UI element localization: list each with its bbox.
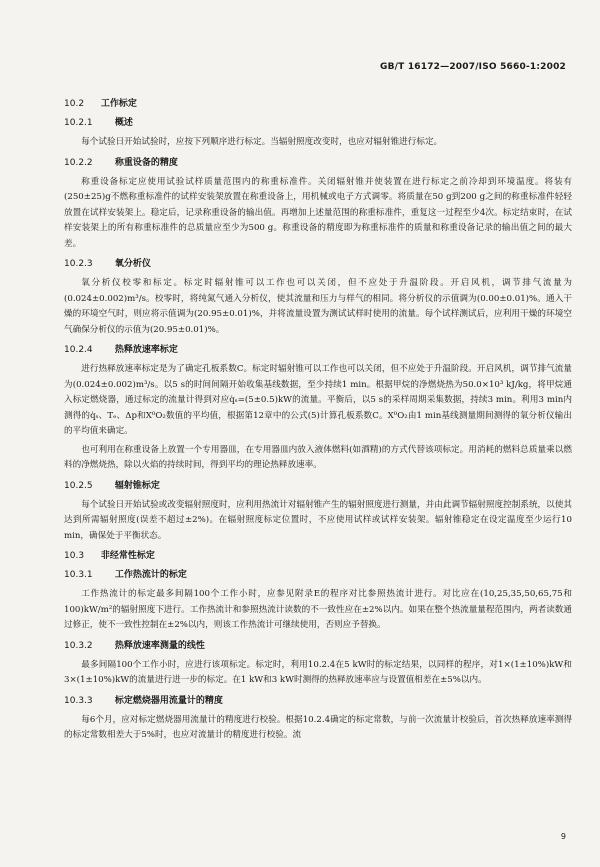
paragraph: 最多间隔100个工作小时，应进行该项标定。标定时，利用10.2.4在5 kW时的标定结果，以同样的程序，对1×(1±10%)kW和3×(1±10%)kW的流量进行进一步的标定。在1 kW和3 kW时测得的热释放速率应与设置值相差在±5%以内。: [64, 659, 572, 685]
section-title: 工作热流计的标定: [114, 570, 187, 580]
section-heading-10-2-3: [64, 258, 572, 271]
section-number: 10.3: [64, 551, 85, 561]
section-number: 10.2.4: [64, 345, 93, 355]
section-title: 热释放速率测量的线性: [114, 640, 205, 651]
paragraph: 称重设备标定应使用试验试样质量范围内的称重标准件。关闭辐射锥并使装置在进行标定之前冷却到环境温度。将装有(250±25)g不燃称重标准件的试样安装架放置在称重设备上，用机械或电子方式调零。将质量在50 g到200 g之间的称重标准件轻轻放置在试样安装架上。稳定后，记录称重设备的输出值。再增加上述量范围的称重标准件，重复这一过程至少4次。标定结束时，在试样安装架上的所有称重标准件的总质量应至少为500 g。称重设备的精度即为称重标准件的质量和称重设备记录的输出值之间的最大差。: [64, 176, 572, 249]
section-number: 10.2: [64, 99, 85, 109]
paragraph: 每6个月，应对标定燃烧器用流量计的精度进行校验。根据10.2.4确定的标定常数，与前一次流量计校验后，首次热释放速率测得的标定常数相差大于5%时，也应对流量计的精度进行校验。流: [64, 714, 572, 740]
section-title: 氧分析仪: [114, 259, 151, 269]
paragraph: 也可利用在称重设备上放置一个专用器皿，在专用器皿内放入液体燃料(如酒精)的方式代替该项标定。用消耗的燃料总质量乘以燃料的净燃烧热，除以火焰的持续时间，得到平均的理论热释放速率。: [64, 444, 572, 470]
section-title: 热释放速率标定: [114, 345, 178, 355]
section-number: 10.3.1: [64, 570, 93, 580]
section-number: 10.2.1: [64, 118, 93, 128]
paragraph: 每个试验日开始试验或改变辐射照度时，应利用热流计对辐射锥产生的辐射照度进行测量，并由此调节辐射照度控制系统，以使其达到所需辐射照度(误差不超过±2%)。在辐射照度标定位置时，不应使用试样或试样安装架。辐射锥稳定在设定温度至少运行10 min，确保处于平衡状态。: [64, 499, 572, 541]
section-number: 10.2.5: [64, 480, 93, 491]
section-number: 10.2.2: [64, 157, 93, 168]
section-title: 非经常性标定: [100, 551, 155, 561]
section-heading-10-2-4: [64, 344, 572, 357]
paragraph: 每个试验日开始试验时，应按下列顺序进行标定。当辐射照度改变时，也应对辐射锥进行标定。: [81, 137, 443, 147]
document-body: [64, 92, 572, 747]
section-title: 概述: [114, 118, 133, 128]
section-heading-10-2-1: [64, 117, 572, 130]
section-heading-10-3-1: [64, 569, 572, 582]
section-heading-10-2: [64, 98, 572, 111]
section-heading-10-3: [64, 550, 572, 563]
standard-number: GB/T 16172—2007/ISO 5660-1:2002: [380, 62, 566, 72]
section-title: 工作标定: [100, 99, 137, 109]
section-heading-10-3-3: [64, 695, 572, 708]
paragraph: 氧分析仪校零和标定。标定时辐射锥可以工作也可以关闭，但不应处于升温阶段。开启风机，调节排气流量为(0.024±0.002)m³/s。校零时，将纯氮气通入分析仪，使其流量和压力与样气的相同。将分析仪的示值调为(0.00±0.01)%。通入干燥的环境空气时，则应将示值调为(20.95±0.01)%，并将流量设置为测试试样时使用的流量。每个试样测试后，应利用干燥的环境空气确保分析仪的示值为(20.95±0.01)%。: [64, 278, 572, 335]
page-number: 9: [560, 832, 566, 841]
section-number: 10.3.2: [64, 640, 93, 651]
paragraph: 进行热释放速率标定是为了确定孔板系数C。标定时辐射锥可以工作也可以关闭，但不应处于升温阶段。开启风机，调节排气流量为(0.024±0.002)m³/s。以5 s的时间间隔开始收集基线数据，至少持续1 min。根据甲烷的净燃烧热为50.0×10³ kJ/kg，将甲烷通入标定燃烧器，通过标定的流量计得到对应q̇ₛ=(5±0.5)kW的流量。平衡后，以5 s的采样周期采集数据，持续3 min。利用3 min内测得的q̇ₛ、Tₑ、Δp和X⁰O₂数值的平均值，根据第12章中的公式(5)计算孔板系数C。X⁰O₂由1 min基线测量期间测得的氧分析仪输出的平均值来确定。: [64, 364, 572, 436]
section-heading-10-3-2: [64, 640, 572, 653]
section-title: 标定燃烧器用流量计的精度: [114, 695, 223, 706]
section-title: 辐射锥标定: [114, 480, 160, 491]
paragraph: 工作热流计的标定最多间隔100个工作小时，应参见附录E的程序对比参照热流计进行。对比应在(10,25,35,50,65,75和100)kW/m²的辐射照度下进行。工作热流计和参照热流计读数的不一致性应在±2%以内。如果在整个热流量量程范围内，两者读数通过修正，使不一致性控制在±2%以内，则该工作热流计可继续使用，否则应予替换。: [64, 589, 572, 630]
section-title: 称重设备的精度: [114, 157, 178, 168]
section-heading-10-2-5: [64, 480, 572, 493]
section-number: 10.2.3: [64, 259, 93, 269]
section-heading-10-2-2: [64, 157, 572, 170]
section-number: 10.3.3: [64, 695, 93, 706]
